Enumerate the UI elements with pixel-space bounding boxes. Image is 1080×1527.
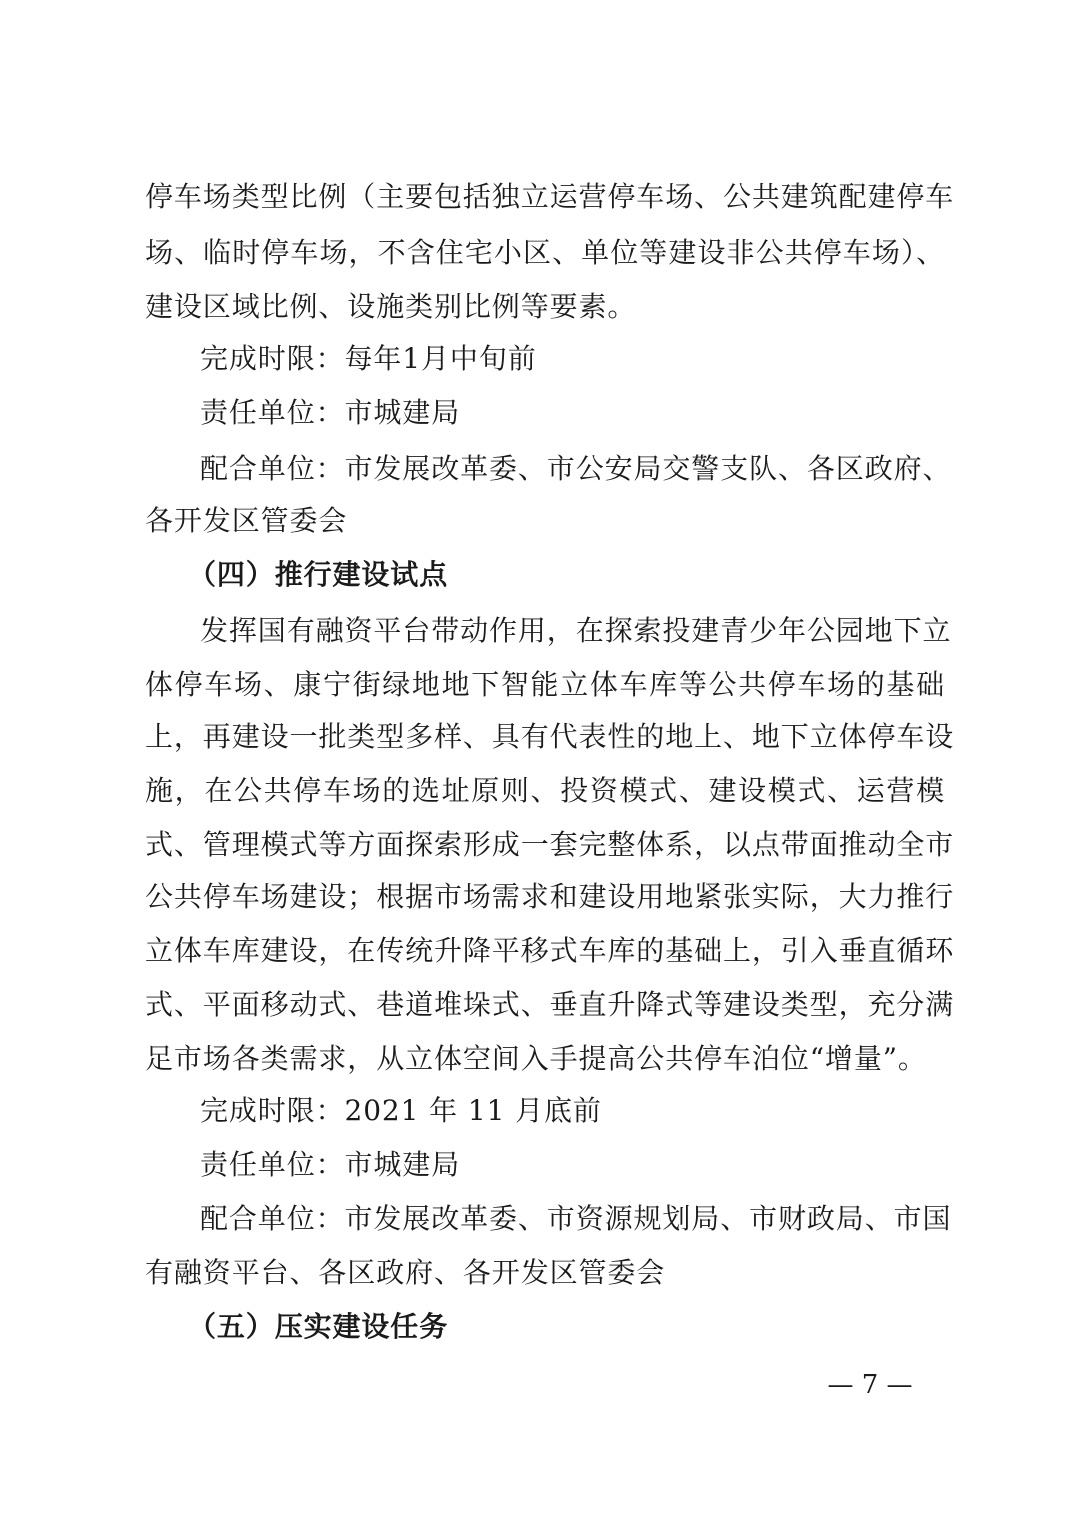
body-text-line: 公共停车场建设；根据市场需求和建设用地紧张实际，大力推行 bbox=[145, 880, 955, 913]
body-text-line: 足市场各类需求，从立体空间入手提高公共停车泊位“增量”。 bbox=[145, 1042, 927, 1075]
deadline-line: 完成时限：每年1月中旬前 bbox=[200, 342, 537, 375]
body-text-line: 式、管理模式等方面探索形成一套完整体系，以点带面推动全市 bbox=[145, 828, 955, 861]
body-text-line: 体停车场、康宁街绿地地下智能立体车库等公共停车场的基础 bbox=[145, 668, 945, 701]
body-text-line: 上，再建设一批类型多样、具有代表性的地上、地下立体停车设 bbox=[145, 720, 955, 753]
body-text-line: 立体车库建设，在传统升降平移式车库的基础上，引入垂直循环 bbox=[145, 934, 955, 967]
section-heading: （四）推行建设试点 bbox=[188, 558, 449, 591]
page-number: — 7 — bbox=[827, 1370, 913, 1400]
cooperating-units-line: 有融资平台、各区政府、各开发区管委会 bbox=[145, 1256, 666, 1289]
body-text-line: 停车场类型比例（主要包括独立运营停车场、公共建筑配建停车 bbox=[145, 180, 955, 213]
cooperating-units-line: 各开发区管委会 bbox=[145, 504, 348, 537]
deadline-line: 完成时限：2021 年 11 月底前 bbox=[200, 1094, 602, 1127]
cooperating-units-line: 配合单位：市发展改革委、市公安局交警支队、各区政府、 bbox=[200, 452, 952, 485]
body-text-line: 式、平面移动式、巷道堆垛式、垂直升降式等建设类型，充分满 bbox=[145, 988, 955, 1021]
cooperating-units-line: 配合单位：市发展改革委、市资源规划局、市财政局、市国 bbox=[200, 1202, 952, 1235]
section-heading: （五）压实建设任务 bbox=[188, 1310, 449, 1343]
body-text-line: 建设区域比例、设施类别比例等要素。 bbox=[145, 290, 637, 323]
responsible-unit-line: 责任单位：市城建局 bbox=[200, 396, 461, 429]
responsible-unit-line: 责任单位：市城建局 bbox=[200, 1148, 461, 1181]
body-text-line: 发挥国有融资平台带动作用，在探索投建青少年公园地下立 bbox=[200, 614, 952, 647]
body-text-line: 场、临时停车场，不含住宅小区、单位等建设非公共停车场）、 bbox=[145, 236, 945, 269]
body-text-line: 施，在公共停车场的选址原则、投资模式、建设模式、运营模 bbox=[145, 774, 945, 807]
